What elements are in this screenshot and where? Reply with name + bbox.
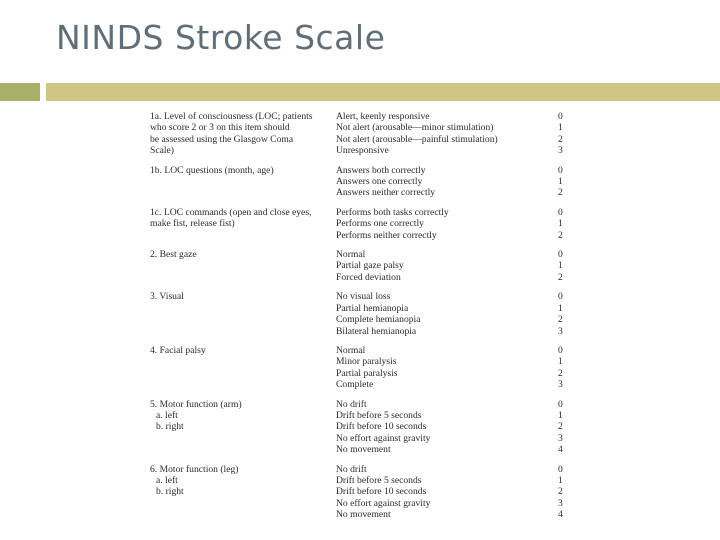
scale-responses [336,111,558,157]
scale-response: Answers one correctly [336,176,423,188]
scale-scores [558,345,596,391]
scale-response: Unresponsive [336,145,389,157]
scale-item [146,111,336,157]
scale-item-line: b. right [156,421,184,433]
scale-score: 1 [558,409,563,421]
scale-score: 4 [558,444,563,456]
scale-score: 1 [558,218,563,230]
scale-responses [336,249,558,283]
scale-response: Performs neither correctly [336,229,437,241]
scale-scores [558,207,596,241]
scale-scores [558,291,596,337]
scale-score: 0 [558,249,563,261]
scale-response: Bilateral hemianopia [336,325,417,337]
scale-item-line: 5. Motor function (arm) [150,398,242,410]
scale-score: 2 [558,367,563,379]
scale-item-line: Scale) [150,145,174,157]
scale-score: 3 [558,432,563,444]
scale-response: No drift [336,398,367,410]
scale-score: 3 [558,145,563,157]
slide-title: NINDS Stroke Scale [56,18,386,57]
scale-score: 3 [558,379,563,391]
scale-item-line: 1a. Level of consciousness (LOC; patients [150,111,313,122]
scale-response: Drift before 10 seconds [336,421,427,433]
scale-response: No drift [336,463,367,475]
scale-item [146,464,336,521]
scale-row [146,345,596,391]
scale-item-line: who score 2 or 3 on this item should [150,122,290,134]
scale-score: 3 [558,497,563,509]
scale-score: 1 [558,176,563,188]
scale-item [146,345,336,391]
scale-row [146,399,596,456]
scale-responses [336,165,558,199]
scale-item-line: be assessed using the Glasgow Coma [150,133,294,145]
scale-responses [336,399,558,456]
scale-response: Partial gaze palsy [336,260,404,272]
scale-item-line: a. left [156,409,178,421]
scale-score: 2 [558,314,563,326]
scale-response: Forced deviation [336,271,401,283]
scale-responses [336,207,558,241]
scale-item-line: 1c. LOC commands (open and close eyes, [150,206,312,218]
scale-item [146,249,336,283]
scale-response: Normal [336,344,366,356]
scale-score: 2 [558,271,563,283]
scale-item-line: 2. Best gaze [150,249,197,261]
scale-score: 1 [558,302,563,314]
scale-row [146,291,596,337]
scale-item-line: b. right [156,486,184,498]
scale-response: Partial paralysis [336,367,398,379]
scale-response: Complete [336,379,374,391]
scale-response: Normal [336,249,366,261]
scale-score: 3 [558,325,563,337]
scale-item [146,291,336,337]
scale-score: 0 [558,463,563,475]
scale-score: 4 [558,509,563,521]
scale-response: No visual loss [336,291,391,303]
scale-score: 0 [558,111,563,122]
scale-responses [336,345,558,391]
scale-scores [558,249,596,283]
scale-response: Minor paralysis [336,356,397,368]
scale-item-line: 1b. LOC questions (month, age) [150,164,274,176]
scale-responses [336,291,558,337]
scale-response: Not alert (arousable—minor stimulation) [336,122,494,134]
scale-score: 2 [558,133,563,145]
scale-response: No effort against gravity [336,497,431,509]
scale-response: Performs both tasks correctly [336,206,449,218]
scale-item-line: a. left [156,474,178,486]
scale-row [146,464,596,521]
scale-response: No movement [336,509,391,521]
scale-score: 0 [558,398,563,410]
scale-response: Drift before 5 seconds [336,474,422,486]
scale-item-line: make fist, release fist) [150,218,235,230]
scale-scores [558,111,596,157]
scale-scores [558,165,596,199]
scale-item-line: 3. Visual [150,291,184,303]
scale-response: Partial hemianopia [336,302,409,314]
scale-item-line: 4. Facial palsy [150,344,206,356]
scale-score: 1 [558,474,563,486]
accent-bar-small [0,83,40,101]
scale-response: Complete hemianopia [336,314,421,326]
scale-score: 0 [558,344,563,356]
scale-response: Drift before 10 seconds [336,486,427,498]
scale-scores [558,464,596,521]
scale-item [146,207,336,241]
scale-score: 1 [558,356,563,368]
scale-response: No effort against gravity [336,432,431,444]
accent-bar-large [46,83,720,101]
scale-row [146,165,596,199]
scale-response: Answers neither correctly [336,187,436,199]
scale-score: 2 [558,421,563,433]
scale-response: Not alert (arousable—painful stimulation) [336,133,498,145]
stroke-scale-table [146,111,596,529]
scale-score: 1 [558,260,563,272]
scale-score: 2 [558,486,563,498]
scale-item [146,399,336,456]
scale-response: Performs one correctly [336,218,424,230]
scale-score: 0 [558,206,563,218]
scale-responses [336,464,558,521]
scale-row [146,111,596,157]
scale-item-line: 6. Motor function (leg) [150,463,239,475]
scale-row [146,207,596,241]
scale-score: 0 [558,164,563,176]
scale-response: Answers both correctly [336,164,426,176]
scale-scores [558,399,596,456]
scale-score: 2 [558,229,563,241]
scale-response: No movement [336,444,391,456]
scale-response: Alert, keenly responsive [336,111,430,122]
scale-score: 1 [558,122,563,134]
scale-score: 2 [558,187,563,199]
scale-score: 0 [558,291,563,303]
scale-item [146,165,336,199]
scale-response: Drift before 5 seconds [336,409,422,421]
scale-row [146,249,596,283]
